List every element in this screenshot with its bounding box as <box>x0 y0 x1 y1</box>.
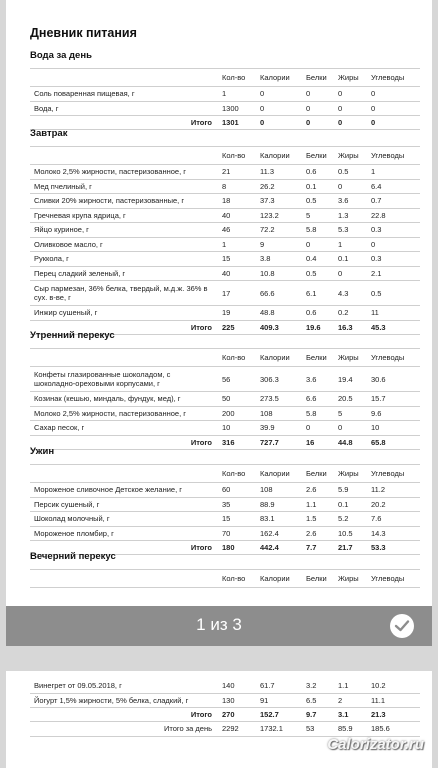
food-protein: 6.1 <box>300 281 332 306</box>
table-row <box>30 679 420 693</box>
food-carbs: 0.3 <box>365 252 420 267</box>
food-qty: 10 <box>216 421 254 436</box>
food-name: Мед пчелиный, г <box>30 179 216 194</box>
food-qty: 1300 <box>216 101 254 116</box>
total-label: Итого <box>30 708 216 722</box>
section-title-breakfast: Завтрак <box>30 128 68 139</box>
food-qty: 18 <box>216 194 254 209</box>
table-row <box>30 179 420 194</box>
table-row <box>30 194 420 209</box>
food-name: Сыр пармезан, 36% белка, твердый, м.д.ж. 36% в сух. в-ве, г <box>30 281 216 306</box>
table-row <box>30 406 420 421</box>
food-kcal: 91 <box>254 693 300 708</box>
col-header-kcal: Калории <box>254 349 300 367</box>
total-kcal: 442.4 <box>254 541 300 555</box>
food-carbs: 9.6 <box>365 406 420 421</box>
morning-snack-table <box>30 348 420 450</box>
food-protein: 3.6 <box>300 367 332 392</box>
food-fat: 5 <box>332 406 365 421</box>
food-qty: 50 <box>216 392 254 407</box>
col-header-protein: Белки <box>300 570 332 588</box>
food-kcal: 0 <box>254 101 300 116</box>
total-carbs: 45.3 <box>365 320 420 334</box>
food-kcal: 10.8 <box>254 266 300 281</box>
col-header-fat: Жиры <box>332 570 365 588</box>
food-name: Руккола, г <box>30 252 216 267</box>
total-kcal: 152.7 <box>254 708 300 722</box>
total-fat: 21.7 <box>332 541 365 555</box>
food-protein: 3.2 <box>300 679 332 693</box>
evening-snack-table <box>30 569 420 588</box>
food-carbs: 0 <box>365 101 420 116</box>
section-title-morning-snack: Утренний перекус <box>30 330 115 341</box>
food-carbs: 20.2 <box>365 497 420 512</box>
total-label: Итого <box>30 541 216 555</box>
food-qty: 130 <box>216 693 254 708</box>
food-fat: 0 <box>332 101 365 116</box>
food-fat: 1.1 <box>332 679 365 693</box>
water-table <box>30 68 420 130</box>
food-qty: 21 <box>216 165 254 180</box>
food-kcal: 88.9 <box>254 497 300 512</box>
food-fat: 5.2 <box>332 512 365 527</box>
diary-page-2 <box>6 671 432 768</box>
food-qty: 1 <box>216 237 254 252</box>
col-header-qty: Кол-во <box>216 570 254 588</box>
total-carbs: 65.8 <box>365 435 420 449</box>
col-header-kcal: Калории <box>254 147 300 165</box>
food-fat: 5.9 <box>332 483 365 498</box>
col-header-name <box>30 465 216 483</box>
food-qty: 1 <box>216 87 254 102</box>
food-protein: 6.5 <box>300 693 332 708</box>
food-protein: 2.6 <box>300 526 332 541</box>
food-carbs: 6.4 <box>365 179 420 194</box>
col-header-protein: Белки <box>300 69 332 87</box>
food-fat: 0.1 <box>332 497 365 512</box>
food-kcal: 162.4 <box>254 526 300 541</box>
day-total-protein: 53 <box>300 722 332 737</box>
food-name: Инжир сушеный, г <box>30 306 216 321</box>
food-qty: 19 <box>216 306 254 321</box>
col-header-name <box>30 570 216 588</box>
food-name: Яйцо куриное, г <box>30 223 216 238</box>
col-header-carbs: Углеводы <box>365 570 420 588</box>
food-protein: 0 <box>300 421 332 436</box>
food-fat: 1 <box>332 237 365 252</box>
col-header-qty: Кол-во <box>216 147 254 165</box>
total-protein: 9.7 <box>300 708 332 722</box>
col-header-name <box>30 147 216 165</box>
total-carbs: 0 <box>365 116 420 130</box>
food-fat: 3.6 <box>332 194 365 209</box>
table-row <box>30 208 420 223</box>
food-kcal: 26.2 <box>254 179 300 194</box>
check-icon <box>394 619 410 633</box>
food-protein: 5.8 <box>300 406 332 421</box>
food-carbs: 0 <box>365 87 420 102</box>
table-row <box>30 526 420 541</box>
food-fat: 0 <box>332 179 365 194</box>
food-name: Сахар песок, г <box>30 421 216 436</box>
diary-page-1 <box>6 0 432 606</box>
watermark-logo: Calorizator.ru <box>327 736 424 753</box>
food-qty: 46 <box>216 223 254 238</box>
total-row <box>30 708 420 722</box>
done-button[interactable] <box>390 614 414 638</box>
total-qty: 225 <box>216 320 254 334</box>
total-protein: 16 <box>300 435 332 449</box>
food-protein: 6.6 <box>300 392 332 407</box>
table-row <box>30 512 420 527</box>
food-carbs: 10 <box>365 421 420 436</box>
food-protein: 5.8 <box>300 223 332 238</box>
food-protein: 0.6 <box>300 165 332 180</box>
food-qty: 200 <box>216 406 254 421</box>
col-header-kcal: Калории <box>254 570 300 588</box>
food-name: Мороженое пломбир, г <box>30 526 216 541</box>
total-qty: 1301 <box>216 116 254 130</box>
total-protein: 19.6 <box>300 320 332 334</box>
total-row <box>30 116 420 130</box>
total-fat: 0 <box>332 116 365 130</box>
total-fat: 3.1 <box>332 708 365 722</box>
food-carbs: 15.7 <box>365 392 420 407</box>
food-fat: 0 <box>332 266 365 281</box>
food-carbs: 11.2 <box>365 483 420 498</box>
food-carbs: 10.2 <box>365 679 420 693</box>
food-protein: 0.4 <box>300 252 332 267</box>
day-total-fat: 85.9 <box>332 722 365 737</box>
table-row <box>30 483 420 498</box>
food-qty: 56 <box>216 367 254 392</box>
total-protein: 0 <box>300 116 332 130</box>
total-protein: 7.7 <box>300 541 332 555</box>
table-row <box>30 237 420 252</box>
total-carbs: 53.3 <box>365 541 420 555</box>
food-qty: 17 <box>216 281 254 306</box>
col-header-carbs: Углеводы <box>365 147 420 165</box>
food-carbs: 22.8 <box>365 208 420 223</box>
col-header-fat: Жиры <box>332 147 365 165</box>
food-protein: 0 <box>300 237 332 252</box>
col-header-qty: Кол-во <box>216 69 254 87</box>
food-qty: 15 <box>216 512 254 527</box>
food-name: Шоколад молочный, г <box>30 512 216 527</box>
table-row <box>30 392 420 407</box>
section-title-water: Вода за день <box>30 50 92 61</box>
total-qty: 316 <box>216 435 254 449</box>
total-carbs: 21.3 <box>365 708 420 722</box>
food-kcal: 11.3 <box>254 165 300 180</box>
food-fat: 0 <box>332 421 365 436</box>
food-protein: 0 <box>300 87 332 102</box>
food-name: Молоко 2,5% жирности, пастеризованное, г <box>30 165 216 180</box>
col-header-fat: Жиры <box>332 465 365 483</box>
food-carbs: 2.1 <box>365 266 420 281</box>
col-header-qty: Кол-во <box>216 465 254 483</box>
food-kcal: 37.3 <box>254 194 300 209</box>
food-fat: 1.3 <box>332 208 365 223</box>
food-kcal: 273.5 <box>254 392 300 407</box>
table-row <box>30 266 420 281</box>
food-protein: 0.5 <box>300 194 332 209</box>
food-fat: 19.4 <box>332 367 365 392</box>
page-counter: 1 из 3 <box>196 615 242 634</box>
food-protein: 0.6 <box>300 306 332 321</box>
food-fat: 0.2 <box>332 306 365 321</box>
food-carbs: 11 <box>365 306 420 321</box>
food-kcal: 83.1 <box>254 512 300 527</box>
col-header-kcal: Калории <box>254 69 300 87</box>
food-protein: 0.1 <box>300 179 332 194</box>
table-row <box>30 367 420 392</box>
food-name: Вода, г <box>30 101 216 116</box>
food-fat: 2 <box>332 693 365 708</box>
col-header-carbs: Углеводы <box>365 349 420 367</box>
food-kcal: 9 <box>254 237 300 252</box>
food-name: Персик сушеный, г <box>30 497 216 512</box>
food-name: Оливковое масло, г <box>30 237 216 252</box>
col-header-fat: Жиры <box>332 349 365 367</box>
food-fat: 0 <box>332 87 365 102</box>
col-header-kcal: Калории <box>254 465 300 483</box>
total-row <box>30 435 420 449</box>
food-qty: 70 <box>216 526 254 541</box>
food-name: Соль поваренная пищевая, г <box>30 87 216 102</box>
food-kcal: 61.7 <box>254 679 300 693</box>
food-name: Конфеты глазированные шоколадом, с шоколадно-ореховыми корпусами, г <box>30 367 216 392</box>
food-protein: 0 <box>300 101 332 116</box>
food-protein: 5 <box>300 208 332 223</box>
evening-snack-table-continued <box>30 679 420 737</box>
section-title-dinner: Ужин <box>30 446 55 457</box>
food-name: Винегрет от 09.05.2018, г <box>30 679 216 693</box>
col-header-protein: Белки <box>300 147 332 165</box>
table-row <box>30 497 420 512</box>
dinner-table <box>30 464 420 555</box>
day-total-carbs: 185.6 <box>365 722 420 737</box>
food-fat: 0.1 <box>332 252 365 267</box>
total-qty: 270 <box>216 708 254 722</box>
food-qty: 15 <box>216 252 254 267</box>
total-qty: 180 <box>216 541 254 555</box>
page-title: Дневник питания <box>30 26 137 40</box>
food-name: Йогурт 1,5% жирности, 5% белка, сладкий, г <box>30 693 216 708</box>
total-label: Итого <box>30 435 216 449</box>
table-row <box>30 281 420 306</box>
total-kcal: 0 <box>254 116 300 130</box>
food-qty: 35 <box>216 497 254 512</box>
food-carbs: 0.5 <box>365 281 420 306</box>
table-row <box>30 306 420 321</box>
food-kcal: 108 <box>254 483 300 498</box>
food-kcal: 39.9 <box>254 421 300 436</box>
food-kcal: 72.2 <box>254 223 300 238</box>
food-carbs: 0.3 <box>365 223 420 238</box>
food-kcal: 3.8 <box>254 252 300 267</box>
total-kcal: 727.7 <box>254 435 300 449</box>
food-protein: 1.5 <box>300 512 332 527</box>
total-fat: 44.8 <box>332 435 365 449</box>
col-header-carbs: Углеводы <box>365 465 420 483</box>
food-name: Перец сладкий зеленый, г <box>30 266 216 281</box>
day-total-kcal: 1732.1 <box>254 722 300 737</box>
food-kcal: 66.6 <box>254 281 300 306</box>
table-row <box>30 421 420 436</box>
total-kcal: 409.3 <box>254 320 300 334</box>
day-total-qty: 2292 <box>216 722 254 737</box>
total-label: Итого <box>30 116 216 130</box>
food-carbs: 0.7 <box>365 194 420 209</box>
food-name: Молоко 2,5% жирности, пастеризованное, г <box>30 406 216 421</box>
day-total-label: Итого за день <box>30 722 216 737</box>
food-carbs: 0 <box>365 237 420 252</box>
table-row <box>30 101 420 116</box>
col-header-fat: Жиры <box>332 69 365 87</box>
food-carbs: 11.1 <box>365 693 420 708</box>
food-carbs: 14.3 <box>365 526 420 541</box>
food-kcal: 306.3 <box>254 367 300 392</box>
food-kcal: 108 <box>254 406 300 421</box>
food-carbs: 1 <box>365 165 420 180</box>
col-header-carbs: Углеводы <box>365 69 420 87</box>
food-kcal: 123.2 <box>254 208 300 223</box>
food-qty: 40 <box>216 266 254 281</box>
food-qty: 40 <box>216 208 254 223</box>
table-row <box>30 223 420 238</box>
food-carbs: 30.6 <box>365 367 420 392</box>
food-fat: 0.5 <box>332 165 365 180</box>
food-name: Козинак (кешью, миндаль, фундук, мед), г <box>30 392 216 407</box>
food-qty: 140 <box>216 679 254 693</box>
col-header-protein: Белки <box>300 465 332 483</box>
food-kcal: 0 <box>254 87 300 102</box>
food-carbs: 7.6 <box>365 512 420 527</box>
food-fat: 20.5 <box>332 392 365 407</box>
food-protein: 0.5 <box>300 266 332 281</box>
table-row <box>30 165 420 180</box>
page-indicator-bar <box>6 606 432 646</box>
total-fat: 16.3 <box>332 320 365 334</box>
food-kcal: 48.8 <box>254 306 300 321</box>
col-header-qty: Кол-во <box>216 349 254 367</box>
food-name: Мороженое сливочное Детское желание, г <box>30 483 216 498</box>
food-qty: 60 <box>216 483 254 498</box>
breakfast-table <box>30 146 420 335</box>
food-name: Сливки 20% жирности, пастеризованные, г <box>30 194 216 209</box>
food-qty: 8 <box>216 179 254 194</box>
day-total-row <box>30 722 420 737</box>
food-fat: 4.3 <box>332 281 365 306</box>
food-protein: 2.6 <box>300 483 332 498</box>
food-fat: 10.5 <box>332 526 365 541</box>
food-fat: 5.3 <box>332 223 365 238</box>
col-header-name <box>30 69 216 87</box>
col-header-protein: Белки <box>300 349 332 367</box>
food-protein: 1.1 <box>300 497 332 512</box>
table-row <box>30 693 420 708</box>
section-title-evening-snack: Вечерний перекус <box>30 551 116 562</box>
food-name: Гречневая крупа ядрица, г <box>30 208 216 223</box>
col-header-name <box>30 349 216 367</box>
table-row <box>30 252 420 267</box>
table-row <box>30 87 420 102</box>
total-label: Итого <box>30 320 216 334</box>
